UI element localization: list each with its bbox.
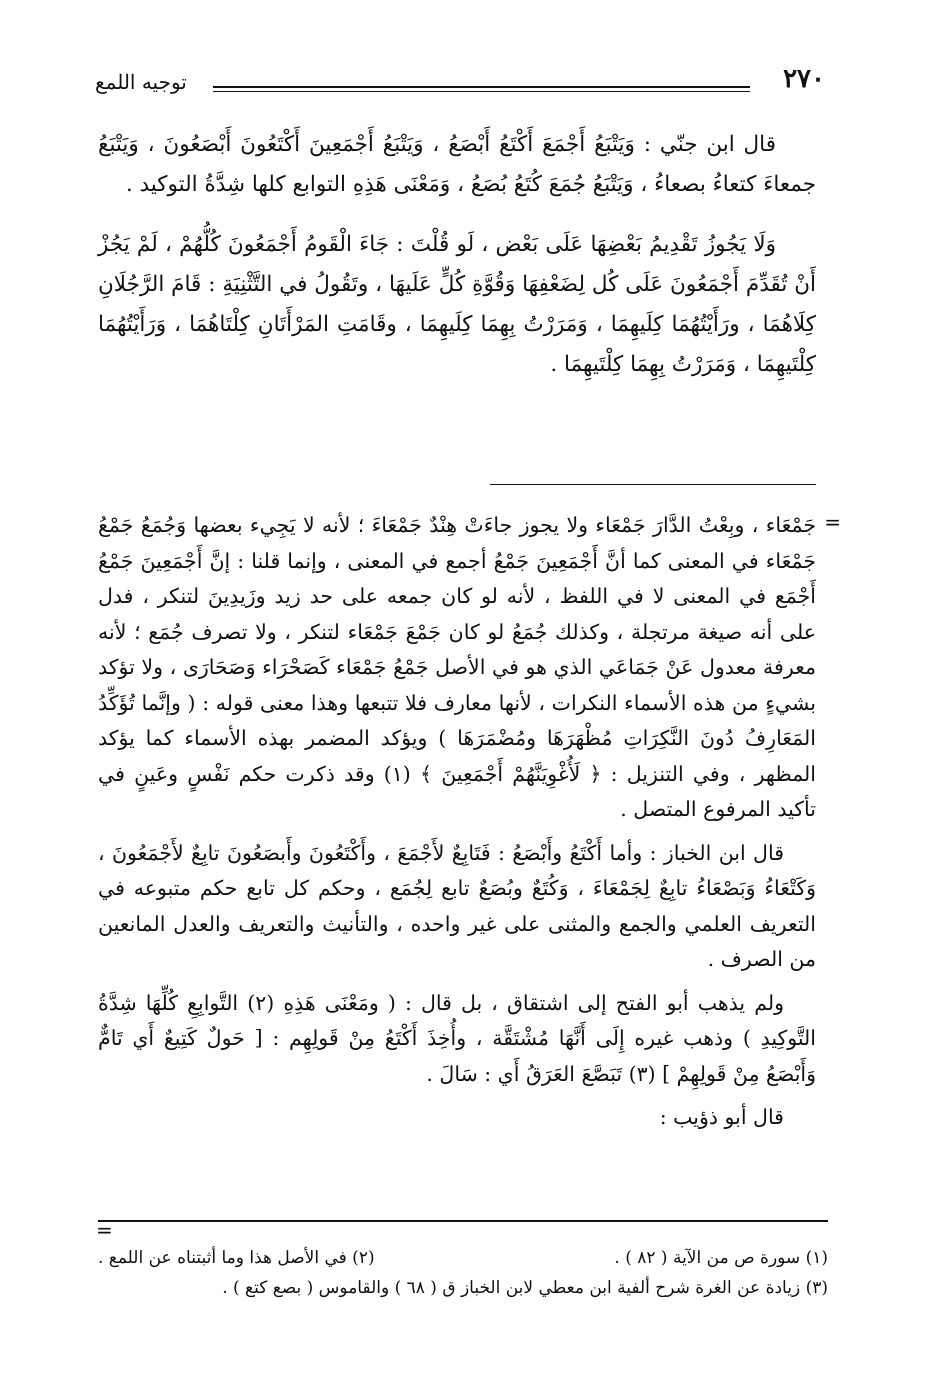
commentary-text xyxy=(98,508,816,1144)
commentary-paragraph: جَمْعَاء ، وبِعْتُ الدَّارَ جَمْعَاء ولا يجوز جاءَتْ هِنْدٌ جَمْعَاءَ ؛ لأنه لا يَجِيء بعضها وَجُمَعُ جَمْعُ جَمْعَاء في المعنى كما أنَّ أَجْمَعِينَ جَمْعُ أجمع في المعنى ، وإنما قلنا : إنَّ أَجْمَعِينَ جَمْعُ أَجْمَع في المعنى لا في اللفظ ، لأنه لو كان جمعه على حد زيد وزَيدِينَ لتنكر ، فدل على أنه صيغة مرتجلة ، وكذلك جُمَعُ لو كان جَمْعَ جَمْعَاء لتنكر ، ولا تصرف جُمَع ؛ لأنه معرفة معدول عَنْ جَمَاعَي الذي هو في الأصل جَمْعُ جَمْعَاء كَصَحْرَاء وَصَحَارَى ، ولا تؤكد بشيءٍ من هذه الأسماء النكرات ، لأنها معارف فلا تتبعها وهذا معنى قوله : ( وإنَّما تُؤَكِّدُ المَعَارِفُ دُونَ النَّكِرَاتِ مُظْهَرَهَا ومُضْمَرَهَا ) ويؤكد المضمر بهذه الأسماء كما يؤكد المظهر ، وفي التنزيل : ﴿ لَأُغْوِيَنَّهُمْ أَجْمَعِينَ ﴾ (١) وقد ذكرت حكم نَفْسٍ وعَينٍ في تأكيد المرفوع المتصل . xyxy=(98,513,816,821)
running-title: توجيه اللمع xyxy=(95,70,187,94)
footnote-3: (٣) زيادة عن الغرة شرح ألفية ابن معطي لابن الخباز ق ( ٦٨ ) والقاموس ( بصع كتع ) . xyxy=(222,1278,828,1298)
continuation-mark: = xyxy=(96,1218,113,1242)
commentary-paragraph: قال أبو ذؤيب : xyxy=(659,1105,784,1129)
footnote-rule xyxy=(98,1220,828,1222)
footnotes xyxy=(98,1243,828,1303)
text-separator xyxy=(490,484,816,485)
footnote-row xyxy=(98,1243,828,1273)
continuation-mark: = xyxy=(824,510,841,534)
page-header xyxy=(95,64,825,100)
main-paragraph: قال ابن جنّي : وَيَتْبَعُ أَجْمَعَ أَكْتَعُ أَبْصَعُ ، وَيَتْبَعُ أَجْمَعِينَ أَكْتَعُونَ أَبْصَعُونَ ، وَيَتْبَعُ جمعاءَ كتعاءُ بصعاءُ ، وَيَتْبَعُ جُمَعَ كُتَعُ بُصَعُ ، وَمَعْنَى هَذِهِ التوابع كلها شِدَّةُ التوكيد . xyxy=(98,132,816,197)
footnote-2: (٢) في الأصل هذا وما أثبتناه عن اللمع . xyxy=(98,1248,375,1268)
main-paragraph: وَلَا يَجُوزُ تَقْدِيمُ بَعْضِهَا عَلَى بَعْض ، لَو قُلْتَ : جَاءَ الْقَومُ أَجْمَعُونَ كُلُّهُمْ ، لَمْ يَجُزْ أَنْ تُقَدِّمَ أَجْمَعُونَ عَلَى كُل لِضَعْفِهَا وَقُوَّةِ كُلٍّ عَلَيهَا ، وتَقُولُ في التَّثْنِيَةِ : قَامَ الرَّجُلَانِ كِلَاهُمَا ، ورَأَيْتُهُمَا كِلَيهِمَا ، وَمَرَرْتُ بِهِمَا كِلَيهِمَا ، وقَامَتِ المَرْأَتَانِ كِلْتَاهُمَا ، وَرَأَيْتُهُمَا كِلْتَيهِمَا ، وَمَرَرْتُ بِهِمَا كِلْتَيهِمَا . xyxy=(98,232,816,377)
page-number: ٢٧٠ xyxy=(783,64,825,94)
footnote-1: (١) سورة ص من الآية ( ٨٢ ) . xyxy=(614,1248,828,1268)
commentary-paragraph: قال ابن الخباز : وأما أَكْتَعُ وأَبْصَعُ : فَتَابِعٌ لأَجْمَعَ ، وأَكْتَعُونَ وأَبصَعُونَ تابِعٌ لأَجْمَعُونَ ، وَكَتْعَاءُ وَبَصْعَاءُ تابِعٌ لِجَمْعَاءَ ، وَكُتَعٌ وبُصَعٌ تابع لِجُمَع ، وحكم كل تابع حكم متبوعه في التعريف العلمي والجمع والمثنى على غير واحده ، والتأنيث والتعريف والعدل المانعين من الصرف . xyxy=(98,840,816,971)
header-rule xyxy=(213,86,750,92)
main-text xyxy=(98,125,816,405)
commentary-paragraph: ولم يذهب أبو الفتح إلى اشتقاق ، بل قال : ( ومَعْنَى هَذِهِ (٢) التَّوابِعِ كُلِّهَا شِدَّةُ التَّوكِيدِ ) وذهب غيره إِلَى أَنَّهَا مُشْتَقَّة ، وأُخِذَ أَكْتَعُ مِنْ قَولِهِم : [ حَولٌ كَتِيعٌ أَي تَامٌّ وَأَبْصَعُ مِنْ قَولِهِمْ ] (٣) تَبَصَّعَ العَرَقُ أَي : سَالَ . xyxy=(98,990,816,1086)
